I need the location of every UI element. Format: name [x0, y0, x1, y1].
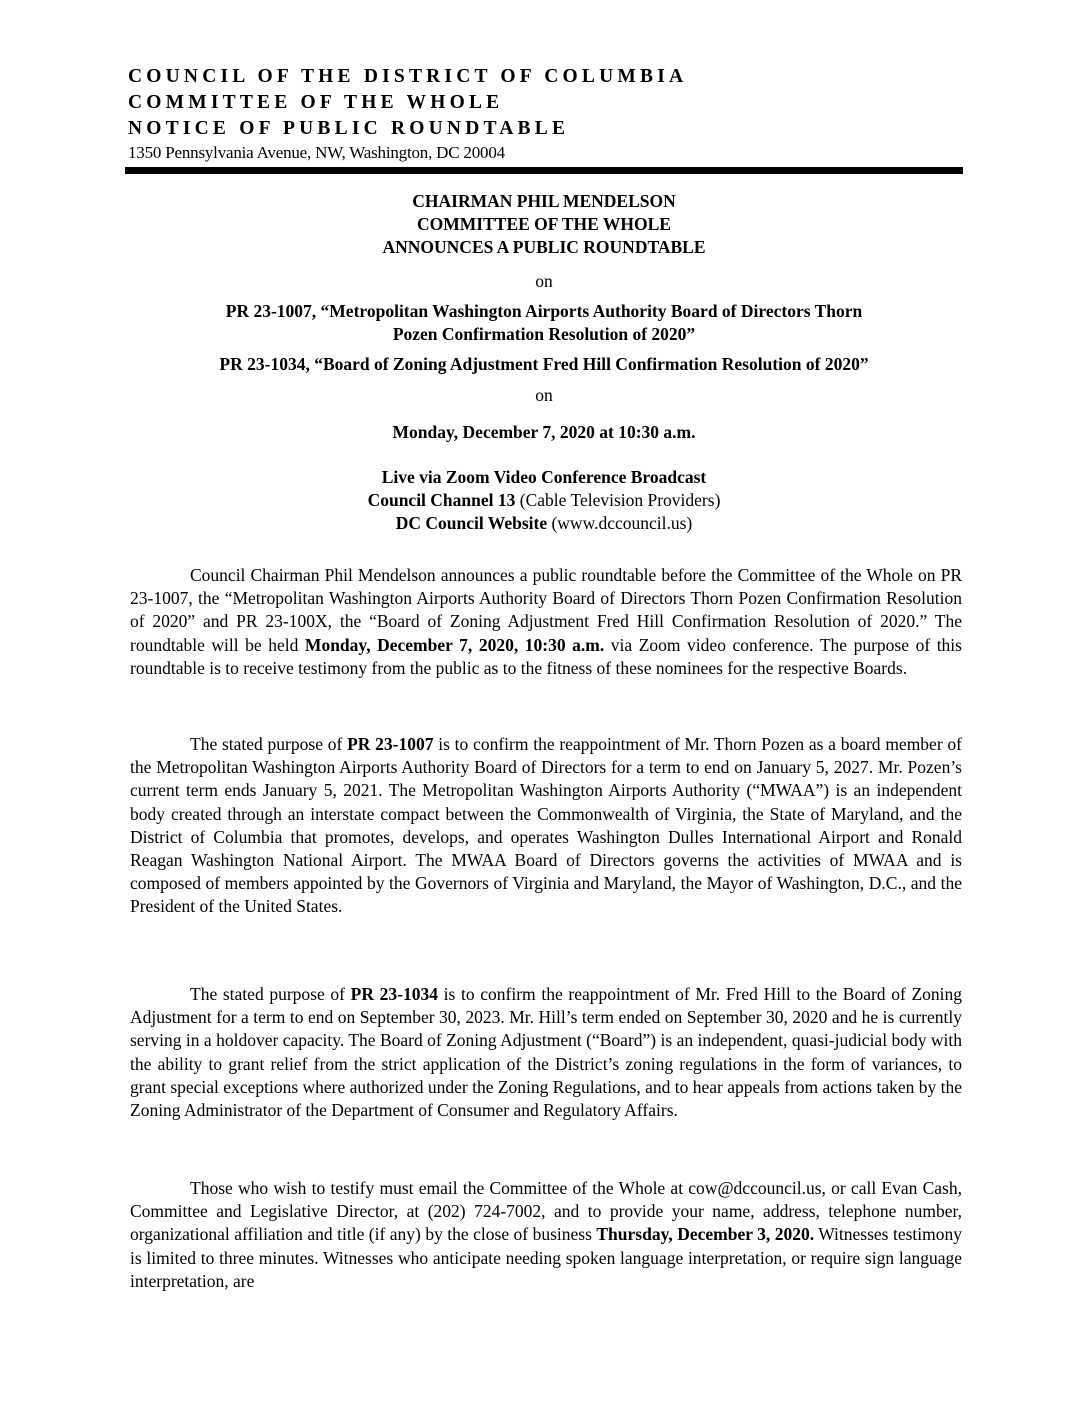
paragraph-3-text-b: is to confirm the reappointment of Mr. Fred Hill to the Board of Zoning Adjustment for a term to end on September 30, 2023. Mr. Hill’s term ended on September 30, 2020 and he is currently serving in a holdover capacity. The Board of Zoning Adjustment (“Board”) is an independent, quasi-judicial body with the ability to grant relief from the strict application of the District’s zoning regulations in the form of variances, to grant special exceptions where authorized under the Zoning Regulations, and to hear appeals from actions taken by the Zoning Administrator of the Department of Consumer and Regulatory Affairs.	[130, 984, 962, 1121]
paragraph-pr-23-1034	[130, 983, 962, 1122]
on-text-2: on	[535, 385, 553, 405]
venue-website-name: DC Council Website	[395, 513, 548, 533]
header-rule	[125, 167, 963, 174]
bill-pr-23-1034: PR 23-1034, “Board of Zoning Adjustment Fred Hill Confirmation Resolution of 2020”	[219, 354, 869, 374]
venue-website	[125, 512, 963, 535]
venue-website-url: (www.dccouncil.us)	[547, 513, 693, 533]
venue-block	[125, 466, 963, 535]
paragraph-pr-23-1007	[130, 733, 962, 919]
announcement-chairman: CHAIRMAN PHIL MENDELSON	[412, 191, 676, 211]
paragraph-announcement	[130, 564, 962, 680]
paragraph-2-text-b: is to confirm the reappointment of Mr. Thorn Pozen as a board member of the Metropolitan Washington Airports Authority Board of Directors for a term to end on January 5, 2027. Mr. Pozen’s current term ends January 5, 2021. The Metropolitan Washington Airports Authority (“MWAA”) is an independent body created through an interstate compact between the Commonwealth of Virginia, the State of Maryland, and the District of Columbia that promotes, develops, and operates Washington Dulles International Airport and Ronald Reagan Washington National Airport. The MWAA Board of Directors governs the activities of MWAA and is composed of members appointed by the Governors of Virginia and Maryland, the Mayor of Washington, D.C., and the President of the United States.	[130, 734, 962, 917]
paragraph-1-date: Monday, December 7, 2020, 10:30 a.m.	[304, 634, 605, 655]
letterhead-address: 1350 Pennsylvania Avenue, NW, Washington, DC 20004	[128, 143, 505, 162]
letterhead-committee: COMMITTEE OF THE WHOLE	[128, 92, 504, 113]
venue-channel-detail: (Cable Television Providers)	[515, 490, 721, 510]
announcement-roundtable: ANNOUNCES A PUBLIC ROUNDTABLE	[382, 237, 706, 257]
venue-zoom: Live via Zoom Video Conference Broadcast	[381, 467, 707, 487]
paragraph-1-text-b: via Zoom video conference. The purpose of this roundtable is to receive testimony from the public as to the fitness of these nominees for the respective Boards.	[130, 634, 962, 678]
announcement-committee: COMMITTEE OF THE WHOLE	[417, 214, 671, 234]
letterhead	[128, 64, 966, 164]
bill-pr-23-1007-line1: PR 23-1007, “Metropolitan Washington Airports Authority Board of Directors Thorn	[225, 301, 863, 321]
paragraph-1-text-a: Council Chairman Phil Mendelson announces a public roundtable before the Committee of the Whole on PR 23-1007, the “Metropolitan Washington Airports Authority Board of Directors Thorn Pozen Confirmation Resolution of 2020” and PR 23-100X, the “Board of Zoning Adjustment Fred Hill Confirmation Resolution of 2020.” The roundtable will be held	[130, 565, 962, 655]
bill-pr-23-1007	[125, 300, 963, 346]
paragraph-3-bill: PR 23-1034	[350, 984, 438, 1004]
paragraph-2-bill: PR 23-1007	[347, 734, 434, 754]
letterhead-notice: NOTICE OF PUBLIC ROUNDTABLE	[128, 118, 570, 139]
paragraph-3-text-a: The stated purpose of	[190, 984, 351, 1004]
paragraph-4-deadline: Thursday, December 3, 2020.	[596, 1224, 815, 1245]
venue-channel-name: Council Channel 13	[367, 490, 516, 510]
venue-channel	[125, 489, 963, 512]
bill-pr-23-1007-line2: Pozen Confirmation Resolution of 2020”	[392, 324, 696, 344]
announcement-heading	[125, 190, 963, 259]
paragraph-testimony	[130, 1177, 962, 1293]
paragraph-4-text-b: Witnesses testimony is limited to three minutes. Witnesses who anticipate needing spoken language interpretation, or require sign language interpretation, are	[130, 1224, 962, 1291]
letterhead-council: COUNCIL OF THE DISTRICT OF COLUMBIA	[128, 66, 688, 87]
on-text-1: on	[535, 271, 553, 291]
paragraph-4-text-a: Those who wish to testify must email the Committee of the Whole at cow@dccouncil.us, or call Evan Cash, Committee and Legislative Director, at (202) 724-7002, and to provide your name, address, telephone number, organizational affiliation and title (if any) by the close of business	[130, 1178, 962, 1245]
hearing-date: Monday, December 7, 2020 at 10:30 a.m.	[392, 422, 696, 442]
paragraph-2-text-a: The stated purpose of	[190, 734, 348, 754]
